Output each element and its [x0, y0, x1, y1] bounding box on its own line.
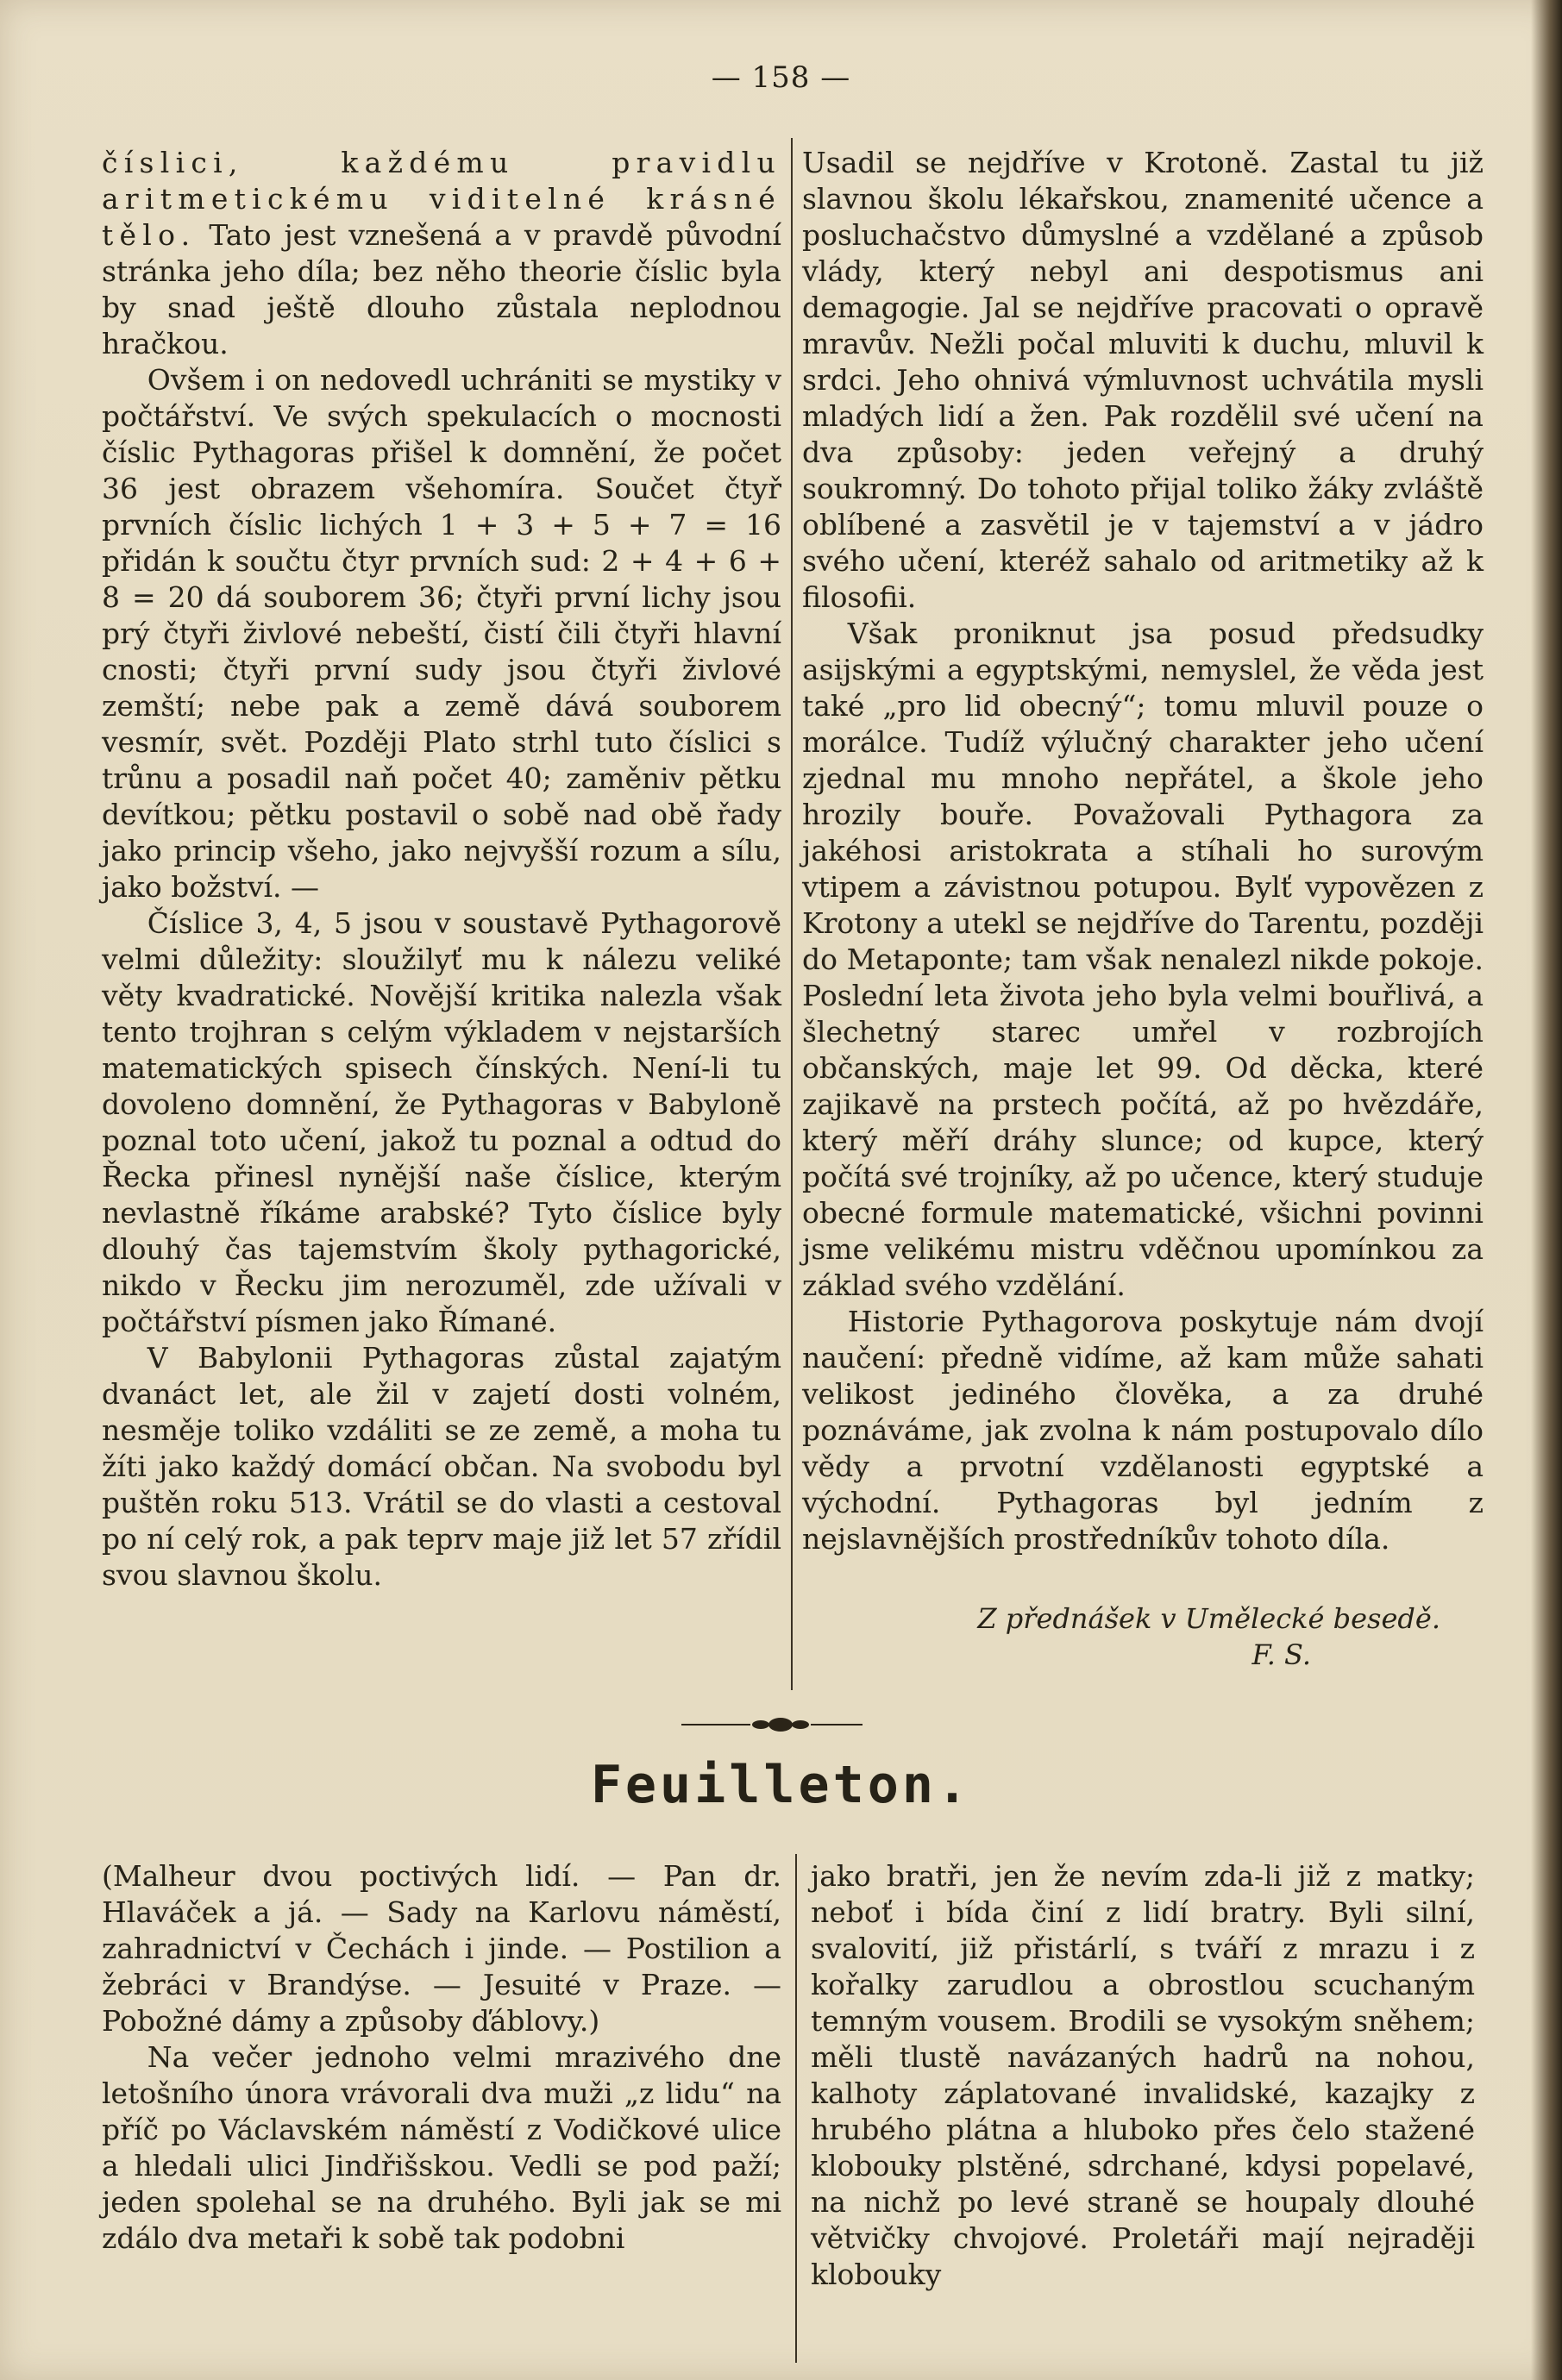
paragraph — [102, 145, 781, 362]
page-edge-shadow — [1531, 0, 1562, 2380]
article-right-column — [802, 145, 1484, 1563]
ornament-divider — [681, 1713, 863, 1737]
paragraph-text: Tato jest vznešená a v pravdě původní stránka jeho díla; bez něho theorie číslic byla by snad ještě dlouho zůstala neplodnou hračkou. — [102, 218, 781, 360]
paragraph: Ovšem i on nedovedl uchrániti se mystiky v počtářství. Ve svých spekulacích o mocnosti číslic Pythagoras přišel k domnění, že počet 36 jest obrazem všehomíra. Součet čtyř prvních číslic lichých 1 + 3 + 5 + 7 = 16 přidán k součtu čtyr prvních sud: 2 + 4 + 6 + 8 = 20 dá souborem 36; čtyři první lichy jsou prý čtyři živlové nebeští, čistí čili čtyři hlavní cnosti; čtyři první sudy jsou čtyři živlové zemští; nebe pak a země dává souborem vesmír, svět. Později Plato strhl tuto číslici s trůnu a posadil naň počet 40; zaměniv pětku devítkou; pětku postavil o sobě nad obě řady jako princip všeho, jako nejvyšší rozum a sílu, jako božství. — — [102, 363, 781, 904]
feuilleton-contents: (Malheur dvou poctivých lidí. — Pan dr. Hlaváček a já. — Sady na Karlovu náměstí, zahradnictví v Čechách i jinde. — Postilion a žebráci v Brandýse. — Jesuité v Praze. — Pobožné dámy a způsoby ďáblovy.) — [102, 1859, 781, 2038]
paragraph: Však proniknut jsa posud předsudky asijskými a egyptskými, nemyslel, že věda jest také „pro lid obecný“; tomu mluvil pouze o morálce. Tudíž výlučný charakter jeho učení zjednal mu mnoho nepřátel, a škole jeho hrozily bouře. Považovali Pythagora za jakéhosi aristokrata a stíhali ho surovým vtipem a závistnou potupou. Bylť vypovězen z Krotony a utekl se nejdříve do Tarentu, později do Metaponte; tam však nenalezl nikde pokoje. Poslední leta života jeho byla velmi bouřlivá, a šlechetný starec umřel v rozbrojích občanských, maje let 99. Od děcka, které zajikavě na prstech počítá, až po hvězdáře, který měří dráhy slunce; od kupce, který počítá své trojníky, až po učence, který studuje obecné formule matematické, všichni povinni jsme velikému mistru vděčnou upomínkou za základ svého vzdělání. — [802, 617, 1484, 1302]
article-left-column — [102, 145, 781, 1684]
paragraph: Historie Pythagorova poskytuje nám dvojí naučení: předně vidíme, až kam může sahati velikost jediného člověka, a za druhé poznáváme, jak zvolna k nám postupovalo dílo vědy a prvotní vzdělanosti egyptské a východní. Pythagoras byl jedním z nejslavnějších prostředníkův tohoto díla. — [802, 1305, 1484, 1556]
paragraph: Číslice 3, 4, 5 jsou v soustavě Pythagorově velmi důležity: sloužilyť mu k nálezu veliké věty kvadratické. Novější kritika nalezla však tento trojhran s celým výkladem v nejstarších matematických spisech čínských. Není-li tu dovoleno domnění, že Pythagoras v Babyloně poznal toto učení, jakož tu poznal a odtud do Řecka přinesl nynější naše číslice, kterým nevlastně říkáme arabské? Tyto číslice byly dlouhý čas tajemstvím školy pythagorické, nikdo v Řecku jim nerozuměl, zde užívali v počtářství písmen jako Římané. — [102, 906, 781, 1338]
paragraph: Usadil se nejdříve v Krotoně. Zastal tu již slavnou školu lékařskou, znamenité učence a posluchačstvo důmyslné a vzdělané a způsob vlády, který nebyl ani despotismus ani demagogie. Jal se nejdříve pracovati o opravě mravův. Nežli počal mluviti k duchu, mluvil k srdci. Jeho ohnivá výmluvnost uchvátila mysli mladých lidí a žen. Pak rozdělil své učení na dva způsoby: jeden veřejný a druhý soukromný. Do tohoto přijal toliko žáky zvláště oblíbené a zasvětil je v tajemství a v jádro svého učení, kteréž sahalo od aritmetiky až k filosofii. — [802, 146, 1484, 614]
section-title: Feuilleton. — [590, 1755, 972, 1815]
feuilleton-left-column — [102, 1858, 781, 2350]
paragraph: V Babylonii Pythagoras zůstal zajatým dvanáct let, ale žil v zajetí dosti volném, nesměje toliko vzdáliti se ze země, a moha tu žíti jako každý domácí občan. Na svobodu byl puštěn roku 513. Vrátil se do vlasti a cestoval po ní celý rok, a pak teprv maje již let 57 zřídil svou slavnou školu. — [102, 1341, 781, 1592]
page-number: — 158 — — [711, 60, 851, 95]
feuilleton-right-column — [811, 1858, 1475, 2350]
column-divider — [795, 1854, 797, 2363]
column-divider — [791, 138, 793, 1690]
author-initials: F. S. — [1251, 1638, 1311, 1671]
article-source: Z přednášek v Umělecké besedě. — [977, 1602, 1440, 1635]
paragraph: jako bratři, jen že nevím zda-li již z matky; neboť i bída činí z lidí bratry. Byli silní, svalovití, již přistárlí, s tváří z mrazu i z kořalky zarudlou a obrostlou scuchaným temným vousem. Brodili se vysokým sněhem; měli tlustě navázaných hadrů na nohou, kalhoty záplatované invalidské, kazajky z hrubého plátna a hluboko přes čelo stažené klobouky plstěné, sdrchané, kdysi popelavé, na nichž po levé straně se houpaly dlouhé větvičky chvojové. Proletáři mají nejraději klobouky — [811, 1859, 1475, 2291]
spaced-lead: číslici, každému pravidlu aritmetickému viditelné krásné tělo. — [102, 146, 781, 252]
paragraph: Na večer jednoho velmi mrazivého dne letošního února vrávorali dva muži „z lidu“ na příč po Václavském náměstí z Vodičkové ulice a hledali ulici Jindřišskou. Vedli se pod paží; jeden spolehal se na druhého. Byli jak se mi zdálo dva metaři k sobě tak podobni — [102, 2040, 781, 2255]
